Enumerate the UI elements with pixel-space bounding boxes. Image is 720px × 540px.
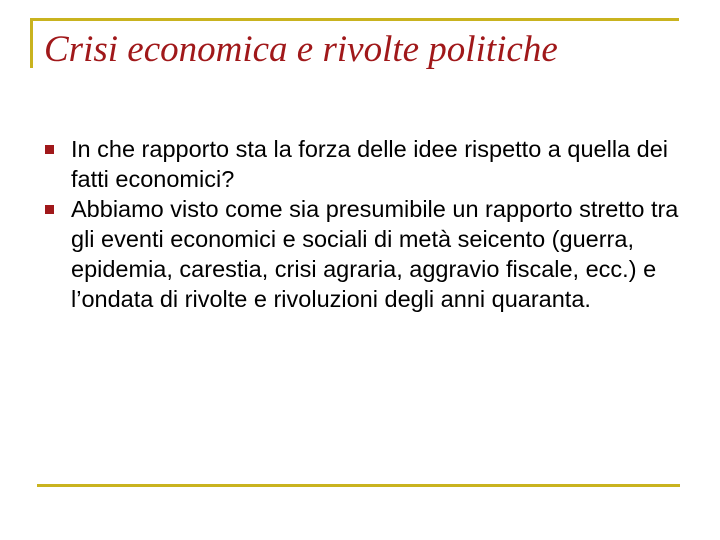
square-bullet-icon bbox=[45, 145, 54, 154]
bullet-item bbox=[36, 134, 686, 194]
title-frame-left-rule bbox=[30, 18, 33, 68]
bottom-rule bbox=[37, 484, 680, 487]
slide-title: Crisi economica e rivolte politiche bbox=[44, 29, 558, 70]
square-bullet-icon bbox=[45, 205, 54, 214]
bullet-list bbox=[36, 134, 686, 314]
bullet-text: In che rapporto sta la forza delle idee rispetto a quella dei fatti economici? bbox=[71, 136, 669, 192]
title-frame-top-rule bbox=[30, 18, 679, 21]
bullet-text: Abbiamo visto come sia presumibile un rapporto stretto tra gli eventi economici e sociali di metà seicento (guerra, epidemia, carestia, crisi agraria, aggravio fiscale, ecc.) e l’ondata di rivolte e rivoluzioni degli anni quaranta. bbox=[71, 196, 679, 312]
bullet-item bbox=[36, 194, 686, 314]
